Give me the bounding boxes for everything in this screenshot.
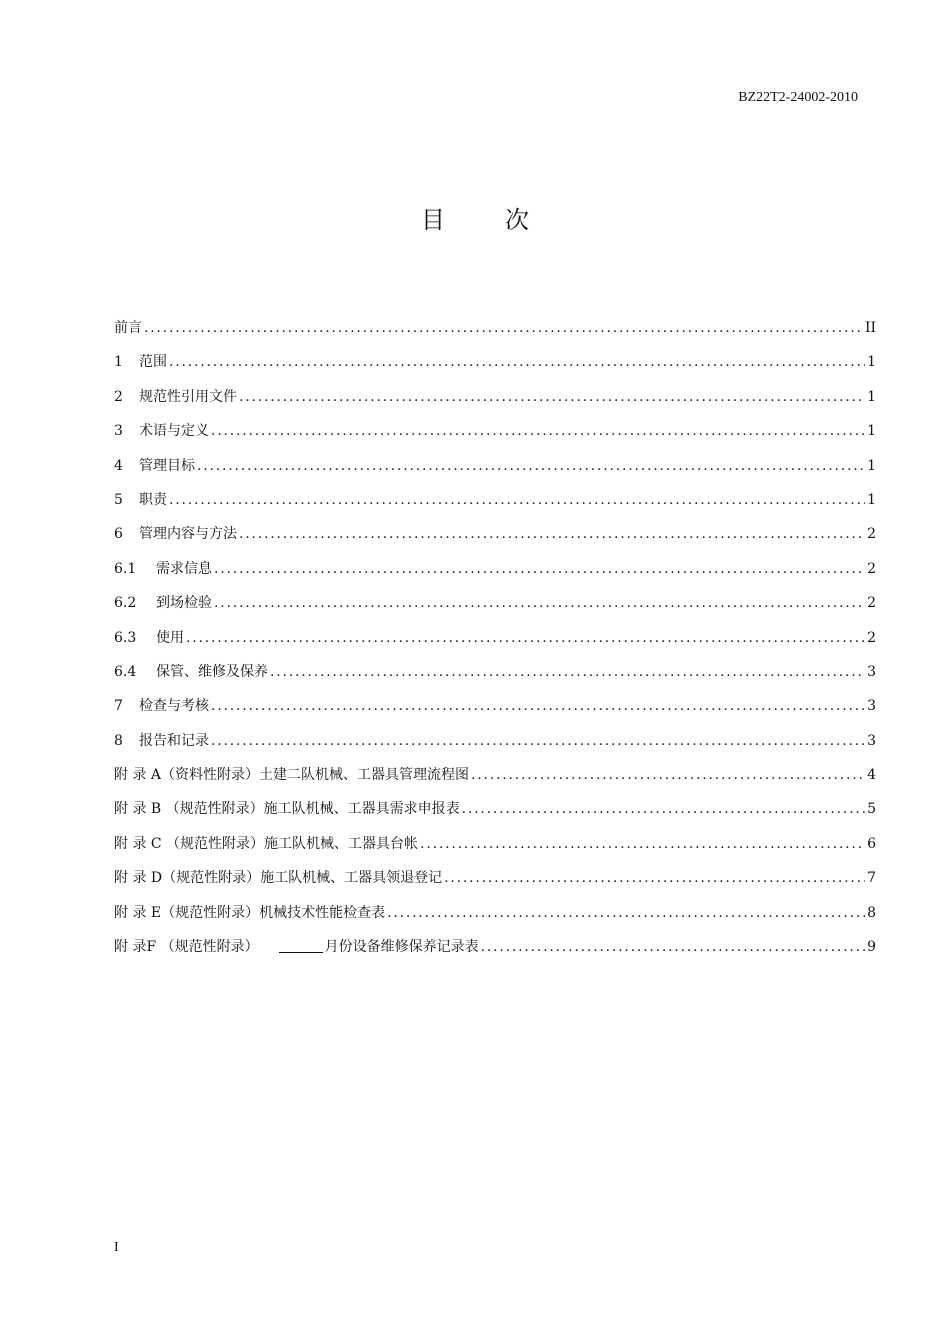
toc-leader-dots: [197, 458, 865, 474]
toc-entry-page: 3: [867, 732, 876, 749]
toc-leader-dots: [211, 733, 865, 749]
toc-entry-page: 5: [867, 801, 876, 818]
toc-entry-page: 2: [867, 629, 876, 646]
toc-entry-appendix-e[interactable]: [114, 902, 876, 936]
toc-entry-number: 8: [114, 732, 123, 749]
toc-entry-5[interactable]: [114, 489, 876, 523]
toc-entry-page: 1: [867, 491, 876, 508]
toc-entry-text: 职责: [139, 491, 167, 508]
toc-leader-dots: [214, 561, 865, 577]
toc-entry-page: 1: [867, 388, 876, 405]
toc-entry-6-1[interactable]: [114, 558, 876, 592]
toc-entry-6-4[interactable]: [114, 661, 876, 695]
toc-entry-text: 管理目标: [139, 457, 195, 474]
toc-leader-dots: [239, 389, 865, 405]
toc-entry-text: 使用: [156, 629, 184, 646]
toc-entry-appendix-c[interactable]: [114, 833, 876, 867]
toc-entry-text: 需求信息: [156, 560, 212, 577]
toc-leader-dots: [270, 664, 865, 680]
toc-leader-dots: [471, 767, 865, 783]
toc-leader-dots: [169, 354, 865, 370]
toc-entry-page: 2: [867, 595, 876, 612]
toc-entry-text: 附 录F （规范性附录）: [114, 939, 259, 956]
toc-entry-page: 7: [867, 870, 876, 887]
toc-leader-dots: [387, 905, 865, 921]
toc-entry-text: 前言: [114, 320, 142, 336]
toc-entry-number: 5: [114, 491, 123, 508]
toc-leader-dots: [239, 526, 865, 542]
toc-entry-text: 到场检验: [156, 595, 212, 612]
toc-leader-dots: [214, 595, 865, 611]
toc-entry-foreword[interactable]: [114, 317, 876, 351]
toc-entry-number: 6.2: [114, 595, 137, 612]
toc-entry-text: 管理内容与方法: [139, 526, 237, 543]
toc-entry-text: 检查与考核: [139, 698, 209, 715]
toc-entry-6-3[interactable]: [114, 627, 876, 661]
toc-entry-7[interactable]: [114, 695, 876, 729]
toc-entry-text: 附 录 B （规范性附录）施工队机械、工器具需求申报表: [114, 801, 460, 818]
toc-leader-dots: [211, 423, 865, 439]
toc-entry-text: 附 录 A（资料性附录）土建二队机械、工器具管理流程图: [114, 767, 470, 784]
document-code: BZ22T2-24002-2010: [738, 90, 858, 105]
toc-leader-dots: [144, 320, 863, 336]
toc-entry-number: 4: [114, 457, 123, 474]
toc-leader-dots: [169, 492, 865, 508]
toc-entry-number: 1: [114, 354, 123, 371]
toc-entry-appendix-a[interactable]: [114, 764, 876, 798]
toc-entry-4[interactable]: [114, 455, 876, 489]
toc-entry-number: 6: [114, 526, 123, 543]
toc-entry-text: 附 录 D（规范性附录）施工队机械、工器具领退登记: [114, 870, 443, 887]
toc-entry-8[interactable]: [114, 730, 876, 764]
toc-title: 目次: [421, 206, 589, 234]
toc-entry-text: 保管、维修及保养: [156, 663, 268, 680]
toc-entry-appendix-b[interactable]: [114, 798, 876, 832]
toc-entry-page: 3: [867, 698, 876, 715]
toc-entry-text: 规范性引用文件: [139, 388, 237, 405]
toc-entry-page: 6: [867, 835, 876, 852]
toc-entry-6-2[interactable]: [114, 592, 876, 626]
toc-entry-page: 2: [867, 560, 876, 577]
toc-entry-number: 6.1: [114, 560, 137, 577]
toc-leader-dots: [420, 836, 865, 852]
toc-entry-number: 7: [114, 698, 123, 715]
toc-entry-text-continued: 月份设备维修保养记录表: [324, 939, 479, 956]
toc-entry-3[interactable]: [114, 420, 876, 454]
toc-entry-text: 范围: [139, 354, 167, 371]
toc-entry-2[interactable]: [114, 386, 876, 420]
toc-leader-dots: [444, 870, 865, 886]
toc-leader-dots: [481, 939, 865, 955]
toc-entry-appendix-f[interactable]: [114, 936, 876, 970]
toc-leader-dots: [186, 630, 865, 646]
toc-entry-number: 6.3: [114, 629, 137, 646]
fill-in-blank: [279, 940, 323, 953]
page-number: I: [114, 1240, 119, 1255]
table-of-contents: [114, 317, 876, 970]
toc-entry-page: 1: [867, 354, 876, 371]
toc-entry-page: 1: [867, 457, 876, 474]
toc-entry-appendix-d[interactable]: [114, 867, 876, 901]
toc-entry-text: 报告和记录: [139, 732, 209, 749]
toc-entry-page: 4: [867, 767, 876, 784]
toc-entry-text: 术语与定义: [139, 423, 209, 440]
toc-entry-page: 8: [867, 904, 876, 921]
toc-entry-6[interactable]: [114, 523, 876, 557]
toc-entry-number: 3: [114, 423, 123, 440]
toc-entry-1[interactable]: [114, 351, 876, 385]
toc-entry-page: II: [864, 320, 876, 336]
toc-entry-text: 附 录 C （规范性附录）施工队机械、工器具台帐: [114, 835, 419, 852]
toc-entry-page: 1: [867, 423, 876, 440]
toc-leader-dots: [211, 698, 865, 714]
toc-entry-text: 附 录 E（规范性附录）机械技术性能检查表: [114, 904, 386, 921]
toc-entry-page: 9: [867, 939, 876, 956]
toc-entry-number: 2: [114, 388, 123, 405]
toc-leader-dots: [462, 801, 865, 817]
toc-entry-page: 3: [867, 663, 876, 680]
toc-entry-page: 2: [867, 526, 876, 543]
toc-entry-number: 6.4: [114, 663, 137, 680]
